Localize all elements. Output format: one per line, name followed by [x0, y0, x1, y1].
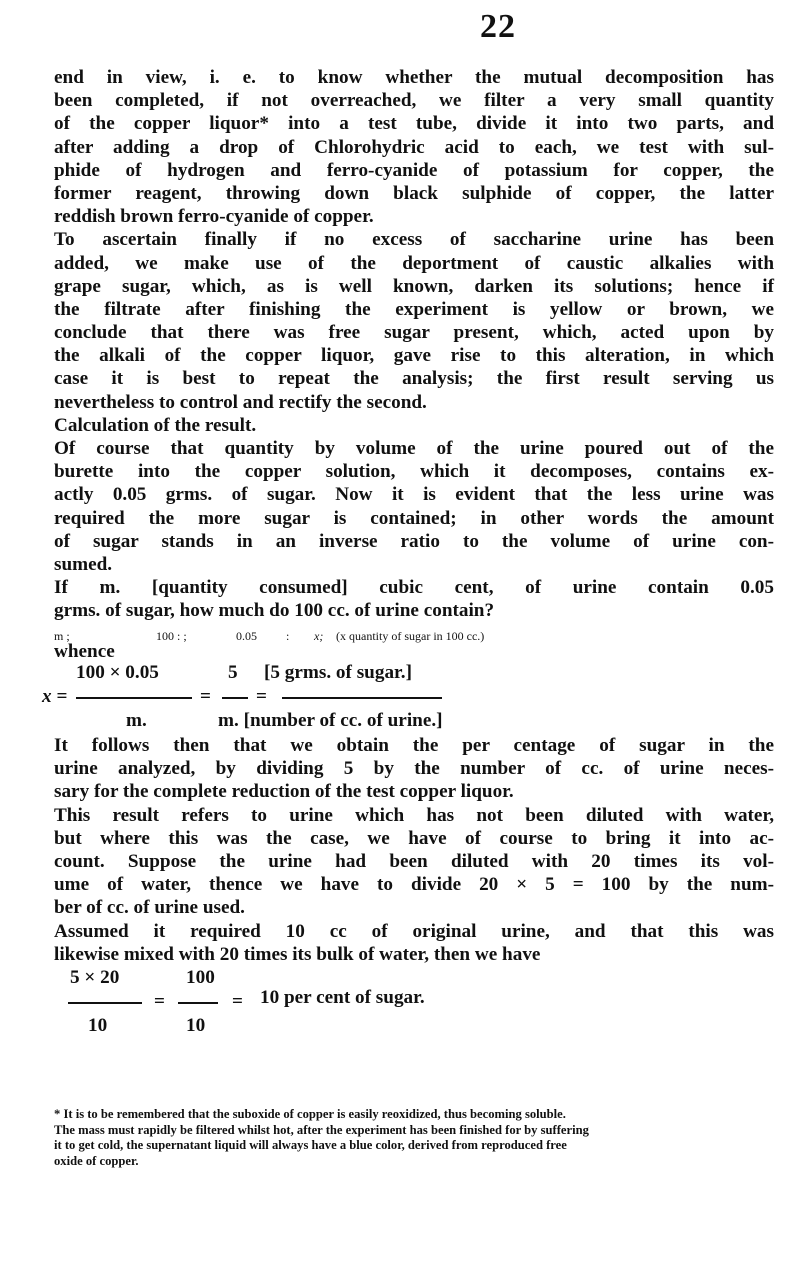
text-line: phide of hydrogen and ferro-cyanide of potassium for copper, the	[54, 159, 774, 181]
formula-numerator: 5 × 20	[70, 967, 120, 988]
text-line: end in view, i. e. to know whether the mutual decomposition has	[54, 67, 774, 88]
formula-x: x =	[42, 686, 68, 707]
proportion-note: (x quantity of sugar in 100 cc.)	[336, 629, 485, 643]
fraction-bar	[178, 1002, 218, 1004]
formula-example	[54, 966, 774, 1046]
text-line: conclude that there was free sugar present, which, acted upon by	[54, 322, 774, 344]
formula-denominator: 10	[186, 1015, 206, 1036]
fraction-bar	[76, 697, 192, 699]
footnote	[54, 1107, 774, 1169]
text-line: grms. of sugar, how much do 100 cc. of urine contain?	[54, 600, 495, 622]
body-text-lower	[54, 734, 774, 966]
text-line: been completed, if not overreached, we filter a very small quantity	[54, 90, 774, 112]
formula-equals: =	[154, 991, 165, 1012]
text-line: sary for the complete reduction of the test copper liquor.	[54, 781, 514, 803]
formula-equals: =	[200, 686, 211, 707]
footnote-line: The mass must rapidly be filtered whilst hot, after the experiment has been finished for by suffering	[54, 1122, 589, 1137]
proportion-m: m ;	[54, 629, 70, 643]
text-line: Of course that quantity by volume of the urine poured out of the	[54, 438, 774, 459]
text-line: ber of cc. of urine used.	[54, 897, 245, 919]
text-line: actly 0.05 grms. of sugar. Now it is evident that the less urine was	[54, 484, 774, 506]
proportion-100: 100 : ;	[156, 629, 187, 643]
text-line: If m. [quantity consumed] cubic cent, of urine contain 0.05	[54, 577, 774, 599]
formula-percentage	[42, 661, 774, 741]
footnote-line: * It is to be remembered that the suboxide of copper is easily reoxidized, thus becoming soluble.	[54, 1107, 566, 1121]
text-line: reddish brown ferro-cyanide of copper.	[54, 206, 374, 228]
formula-numerator: 100 × 0.05	[76, 662, 159, 683]
text-line: of sugar stands in an inverse ratio to the volume of urine con-	[54, 530, 774, 552]
text-line: To ascertain finally if no excess of saccharine urine has been	[54, 229, 774, 251]
proportion-colon: :	[286, 629, 290, 643]
text-line: the filtrate after finishing the experiment is yellow or brown, we	[54, 298, 774, 320]
fraction-bar	[222, 697, 248, 699]
formula-numerator: 5	[228, 662, 238, 683]
text-line: This result refers to urine which has not been diluted with water,	[54, 804, 774, 826]
section-heading: Calculation of the result.	[54, 414, 257, 436]
text-line: the alkali of the copper liquor, gave rise to this alteration, in which	[54, 345, 774, 367]
formula-denominator: m.	[126, 710, 147, 731]
text-line: case it is best to repeat the analysis; the first result serving us	[54, 368, 774, 390]
text-line: urine analyzed, by dividing 5 by the number of cc. of urine neces-	[54, 758, 774, 780]
text-line: It follows then that we obtain the per centage of sugar in the	[54, 735, 774, 756]
proportion-x: x;	[314, 629, 324, 643]
text-line: burette into the copper solution, which it decomposes, contains ex-	[54, 461, 774, 483]
text-line: grape sugar, which, as is well known, darken its solutions; hence if	[54, 275, 774, 297]
fraction-bar	[282, 697, 442, 699]
text-line: likewise mixed with 20 times its bulk of water, then we have	[54, 943, 541, 965]
text-line: count. Suppose the urine had been diluted with 20 times its vol-	[54, 850, 774, 872]
proportion-row	[54, 625, 774, 641]
footnote-line: oxide of copper.	[54, 1153, 139, 1168]
proportion-amount: 0.05	[236, 629, 257, 643]
formula-denominator: m. [number of cc. of urine.]	[218, 710, 443, 731]
text-line: nevertheless to control and rectify the second.	[54, 391, 427, 413]
text-line: required the more sugar is contained; in other words the amount	[54, 507, 774, 529]
footnote-line: it to get cold, the supernatant liquid will always have a blue color, derived from reproduced free	[54, 1138, 567, 1152]
whence-line	[54, 640, 774, 663]
formula-numerator: [5 grms. of sugar.]	[264, 662, 412, 683]
text-line: ume of water, thence we have to divide 20 × 5 = 100 by the num-	[54, 874, 774, 896]
formula-equals: =	[232, 991, 243, 1012]
text-line: added, we make use of the deportment of caustic alkalies with	[54, 252, 774, 274]
formula-denominator: 10	[88, 1015, 108, 1036]
body-text-upper	[54, 66, 774, 623]
text-line: sumed.	[54, 553, 113, 575]
text-line: Assumed it required 10 cc of original urine, and that this was	[54, 920, 774, 942]
text-line: of the copper liquor* into a test tube, divide it into two parts, and	[54, 113, 774, 135]
fraction-bar	[68, 1002, 142, 1004]
page-number: 22	[480, 8, 516, 45]
text-line: former reagent, throwing down black sulphide of copper, the latter	[54, 182, 774, 204]
text-line: after adding a drop of Chlorohydric acid to each, we test with sul-	[54, 136, 774, 158]
formula-numerator: 100	[186, 967, 215, 988]
text-line: whence	[54, 641, 115, 662]
formula-result: 10 per cent of sugar.	[260, 987, 425, 1008]
formula-equals: =	[256, 686, 267, 707]
text-line: but where this was the case, we have of course to bring it into ac-	[54, 827, 774, 849]
